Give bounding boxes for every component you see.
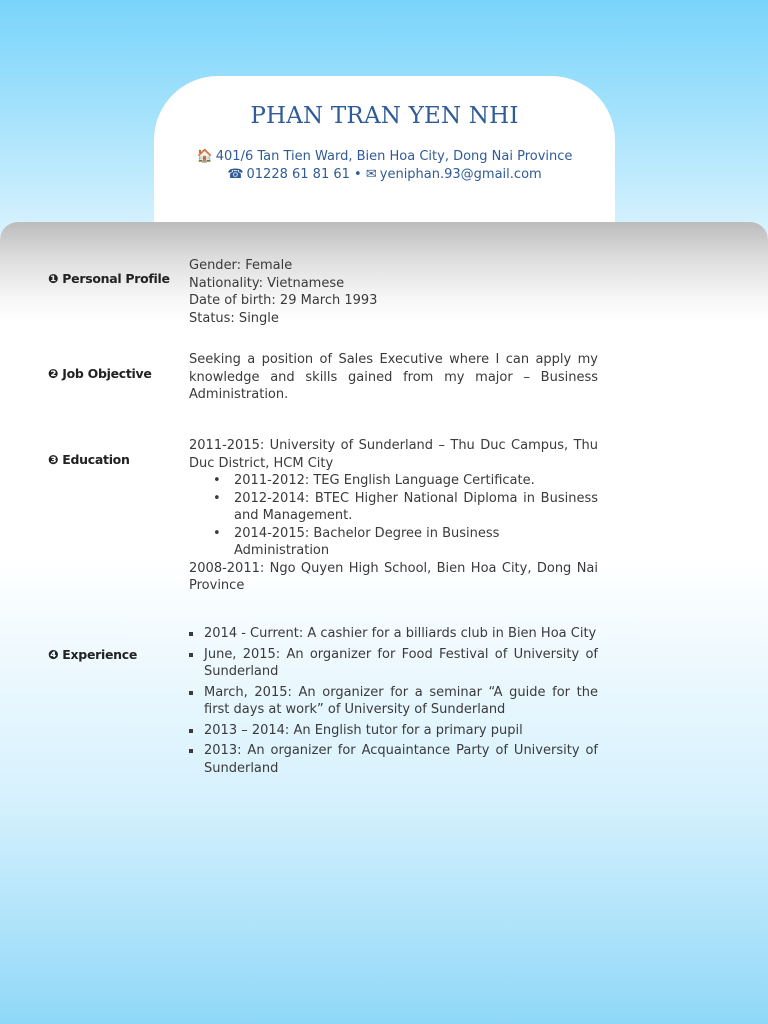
education-item: 2011-2012: TEG English Language Certificate. [234, 473, 535, 488]
profile-details [189, 257, 598, 327]
section-title: Job Objective [62, 366, 152, 381]
list-item [189, 625, 598, 643]
contact-separator: • [354, 167, 362, 182]
bullet-square-icon [189, 632, 193, 636]
email-link[interactable]: yeniphan.93@gmail.com [379, 167, 542, 182]
address-line [154, 149, 615, 164]
list-item: • 2011-2012: TEG English Language Certificate. [213, 473, 535, 488]
objective-text: Seeking a position of Sales Executive where I can apply my knowledge and skills gained from my major – Business Administration. [189, 352, 598, 402]
experience-details [189, 625, 598, 780]
profile-line: Gender: Female [189, 258, 293, 273]
experience-item: 2014 - Current: A cashier for a billiards club in Bien Hoa City [204, 626, 597, 641]
section-number-icon: ❸ [48, 452, 59, 467]
envelope-icon: ✉ [365, 167, 377, 182]
education-list [189, 472, 598, 560]
section-label-objective [48, 366, 152, 381]
phone-email-line [154, 167, 615, 182]
section-label-education [48, 452, 130, 467]
section-number-icon: ❷ [48, 366, 59, 381]
profile-line: Date of birth: 29 March 1993 [189, 293, 378, 308]
section-title: Personal Profile [62, 271, 170, 286]
section-title: Experience [62, 647, 138, 662]
phone-text: 01228 61 81 61 [246, 167, 350, 182]
list-item: • 2012-2014: BTEC Higher National Diploma in Business and Management. [213, 490, 598, 523]
address-text: 401/6 Tan Tien Ward, Bien Hoa City, Dong Nai Province [215, 149, 573, 164]
candidate-name: PHAN TRAN YEN NHI [250, 103, 519, 129]
bullet-square-icon [189, 691, 193, 695]
section-label-profile [48, 271, 170, 286]
section-title: Education [62, 452, 130, 467]
section-number-icon: ❹ [48, 647, 59, 662]
experience-item: 2013: An organizer for Acquaintance Party of University of Sunderland [204, 743, 598, 776]
profile-line: Nationality: Vietnamese [189, 275, 345, 291]
education-highschool: 2008-2011: Ngo Quyen High School, Bien Hoa City, Dong Nai Province [189, 560, 598, 593]
section-label-experience [48, 647, 137, 662]
education-item: 2014-2015: Bachelor Degree in Business Administration [234, 525, 500, 558]
education-details [189, 437, 598, 595]
list-item: • 2014-2015: Bachelor Degree in Business Administration [213, 525, 500, 558]
list-item [189, 684, 598, 719]
telephone-icon: ☎ [227, 167, 244, 182]
section-number-icon: ❶ [48, 271, 59, 286]
education-item: 2012-2014: BTEC Higher National Diploma in Business and Management. [234, 490, 598, 523]
bullet-square-icon [189, 729, 193, 733]
home-phone-icon: 🏠 [196, 149, 213, 164]
education-university: 2011-2015: University of Sunderland – Thu Duc Campus, Thu Duc District, HCM City [189, 438, 598, 471]
list-item [189, 722, 598, 740]
experience-list [189, 625, 598, 777]
profile-line: Status: Single [189, 310, 279, 326]
experience-item: 2013 – 2014: An English tutor for a primary pupil [204, 722, 523, 738]
bullet-square-icon [189, 749, 193, 753]
bullet-square-icon [189, 653, 193, 657]
experience-item: March, 2015: An organizer for a seminar “A guide for the first days at work” of University of Sunderland [204, 684, 598, 717]
experience-item: June, 2015: An organizer for Food Festival of University of Sunderland [204, 646, 598, 679]
list-item [189, 646, 598, 681]
list-item [189, 742, 598, 777]
